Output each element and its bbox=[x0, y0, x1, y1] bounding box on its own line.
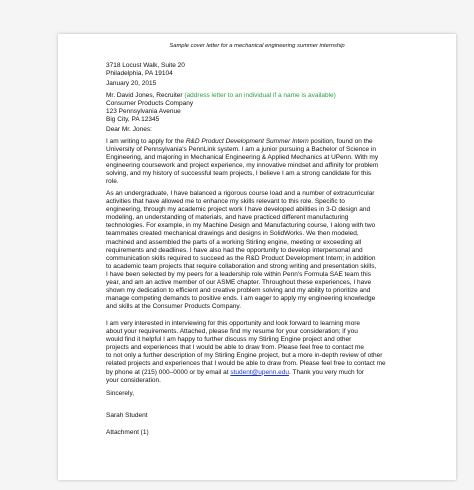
document-title: Sample cover letter for a mechanical engineering summer internship bbox=[169, 43, 345, 49]
paragraph-text: I am writing to apply for the bbox=[106, 138, 185, 145]
paragraph-line: projects and experiences that I would be able to draw from. Please feel free to contact me bbox=[106, 344, 364, 352]
paragraph-line: and skills at the Consumer Products Company. bbox=[106, 303, 241, 311]
recipient-company: Consumer Products Company bbox=[106, 100, 194, 108]
position-title: R&D Product Development Summer Intern bbox=[185, 138, 309, 145]
paragraph-line: I have been selected by my peers for a leadership role within Penn's Formula SAE team this bbox=[106, 270, 371, 278]
email-link[interactable]: student@upenn.edu bbox=[230, 368, 289, 376]
paragraph-line: related projects and experiences that I would be able to draw from. Please feel free to contact me bbox=[106, 360, 386, 368]
recipient-city: Big City, PA 12345 bbox=[106, 116, 160, 124]
letter-date: January 20, 2015 bbox=[106, 80, 157, 87]
salutation: Dear Mr. Jones: bbox=[106, 126, 152, 133]
paragraph-line: engineering coursework and project experience, my innovative mindset and affinity for problem bbox=[106, 162, 379, 170]
letter-page bbox=[58, 34, 456, 480]
paragraph-line: activities that have allowed me to enhance my skills relevant to this role. Specific to bbox=[106, 198, 345, 206]
paragraph-text: position, found on the bbox=[310, 138, 373, 145]
paragraph-line: machined and assembled the parts of a working Stirling engine, meeting or exceeding all bbox=[106, 238, 362, 246]
paragraph-line: to academic team projects that require collaboration and strong writing and presentation skills, bbox=[106, 262, 377, 270]
paragraph-line: Engineering, and majoring in Mechanical Engineering & Applied Mechanics at UPenn. With my bbox=[106, 154, 379, 162]
sender-address-line: Philadelphia, PA 19104 bbox=[106, 70, 173, 78]
paragraph-line: University of Pennsylvania's PennLink system. I am a junior pursuing a Bachelor of Science in bbox=[106, 146, 377, 154]
paragraph-line: technologies. For example, in my Machine Design and Manufacturing course, I along with two bbox=[106, 222, 376, 230]
closing: Sincerely, bbox=[106, 390, 135, 397]
paragraph-line: manage competing demands to positive ends. I am eager to apply my engineering knowledge bbox=[106, 295, 376, 303]
paragraph-line: communication skills required to succeed as the R&D Product Development Intern; in addition bbox=[106, 254, 376, 262]
paragraph-line: teammates created mechanical drawings and designs in SolidWorks. We then modeled, bbox=[106, 230, 359, 238]
paragraph-line: As an undergraduate, I have balanced a rigorous course load and a number of extracurricular bbox=[106, 190, 375, 197]
sender-address bbox=[106, 62, 436, 78]
paragraph-1 bbox=[106, 138, 436, 187]
paragraph-line: to not only a further description of my Stirling Engine project, but a more in-depth review of other bbox=[106, 352, 383, 360]
paragraph-line: would find it helpful I am happy to further discuss my Stirling Engine project and other bbox=[106, 336, 352, 344]
paragraph-line bbox=[106, 369, 436, 377]
paragraph-2 bbox=[106, 190, 436, 311]
paragraph-line bbox=[106, 138, 436, 146]
paragraph-line: about your requirements. Attached, please find my resume for your consideration; if you bbox=[106, 328, 358, 336]
paragraph-3 bbox=[106, 320, 436, 385]
paragraph-line: year, and am an active member of our ASME chapter. Throughout these experiences, I have bbox=[106, 279, 372, 287]
paragraph-line: modeling, an understanding of materials, and have practiced different manufacturing bbox=[106, 214, 349, 222]
recipient-street: 123 Pennsylvania Avenue bbox=[106, 108, 181, 116]
recipient-name-line bbox=[106, 92, 436, 100]
sender-address-line: 3718 Locust Walk, Suite 20 bbox=[106, 62, 185, 69]
paragraph-line: I am very interested in interviewing for this opportunity and look forward to learning more bbox=[106, 320, 360, 327]
recipient-name: Mr. David Jones, Recruiter bbox=[106, 92, 183, 99]
recipient-note: (address letter to an individual if a name is available) bbox=[184, 92, 336, 99]
paragraph-line: engineering, through my academic project work I have developed abilities in 3-D design and bbox=[106, 206, 371, 214]
paragraph-line: requirements and deadlines. I have also had the opportunity to develop interpersonal and bbox=[106, 246, 363, 254]
attachment-note: Attachment (1) bbox=[106, 429, 149, 436]
paragraph-line: role. bbox=[106, 178, 119, 186]
paragraph-line: shown my dedication to efficient and creative problem solving and my ability to prioritize and bbox=[106, 287, 371, 295]
recipient-block bbox=[106, 92, 436, 124]
paragraph-text: by phone at (215) 000–0000 or by email at bbox=[106, 368, 229, 376]
paragraph-line: solving, and my history of successful team projects, I believe I am a strong candidate for this bbox=[106, 170, 372, 178]
signature-name: Sarah Student bbox=[106, 412, 148, 419]
paragraph-line: your consideration. bbox=[106, 376, 161, 384]
paragraph-text: . Thank you very much for bbox=[288, 368, 365, 376]
